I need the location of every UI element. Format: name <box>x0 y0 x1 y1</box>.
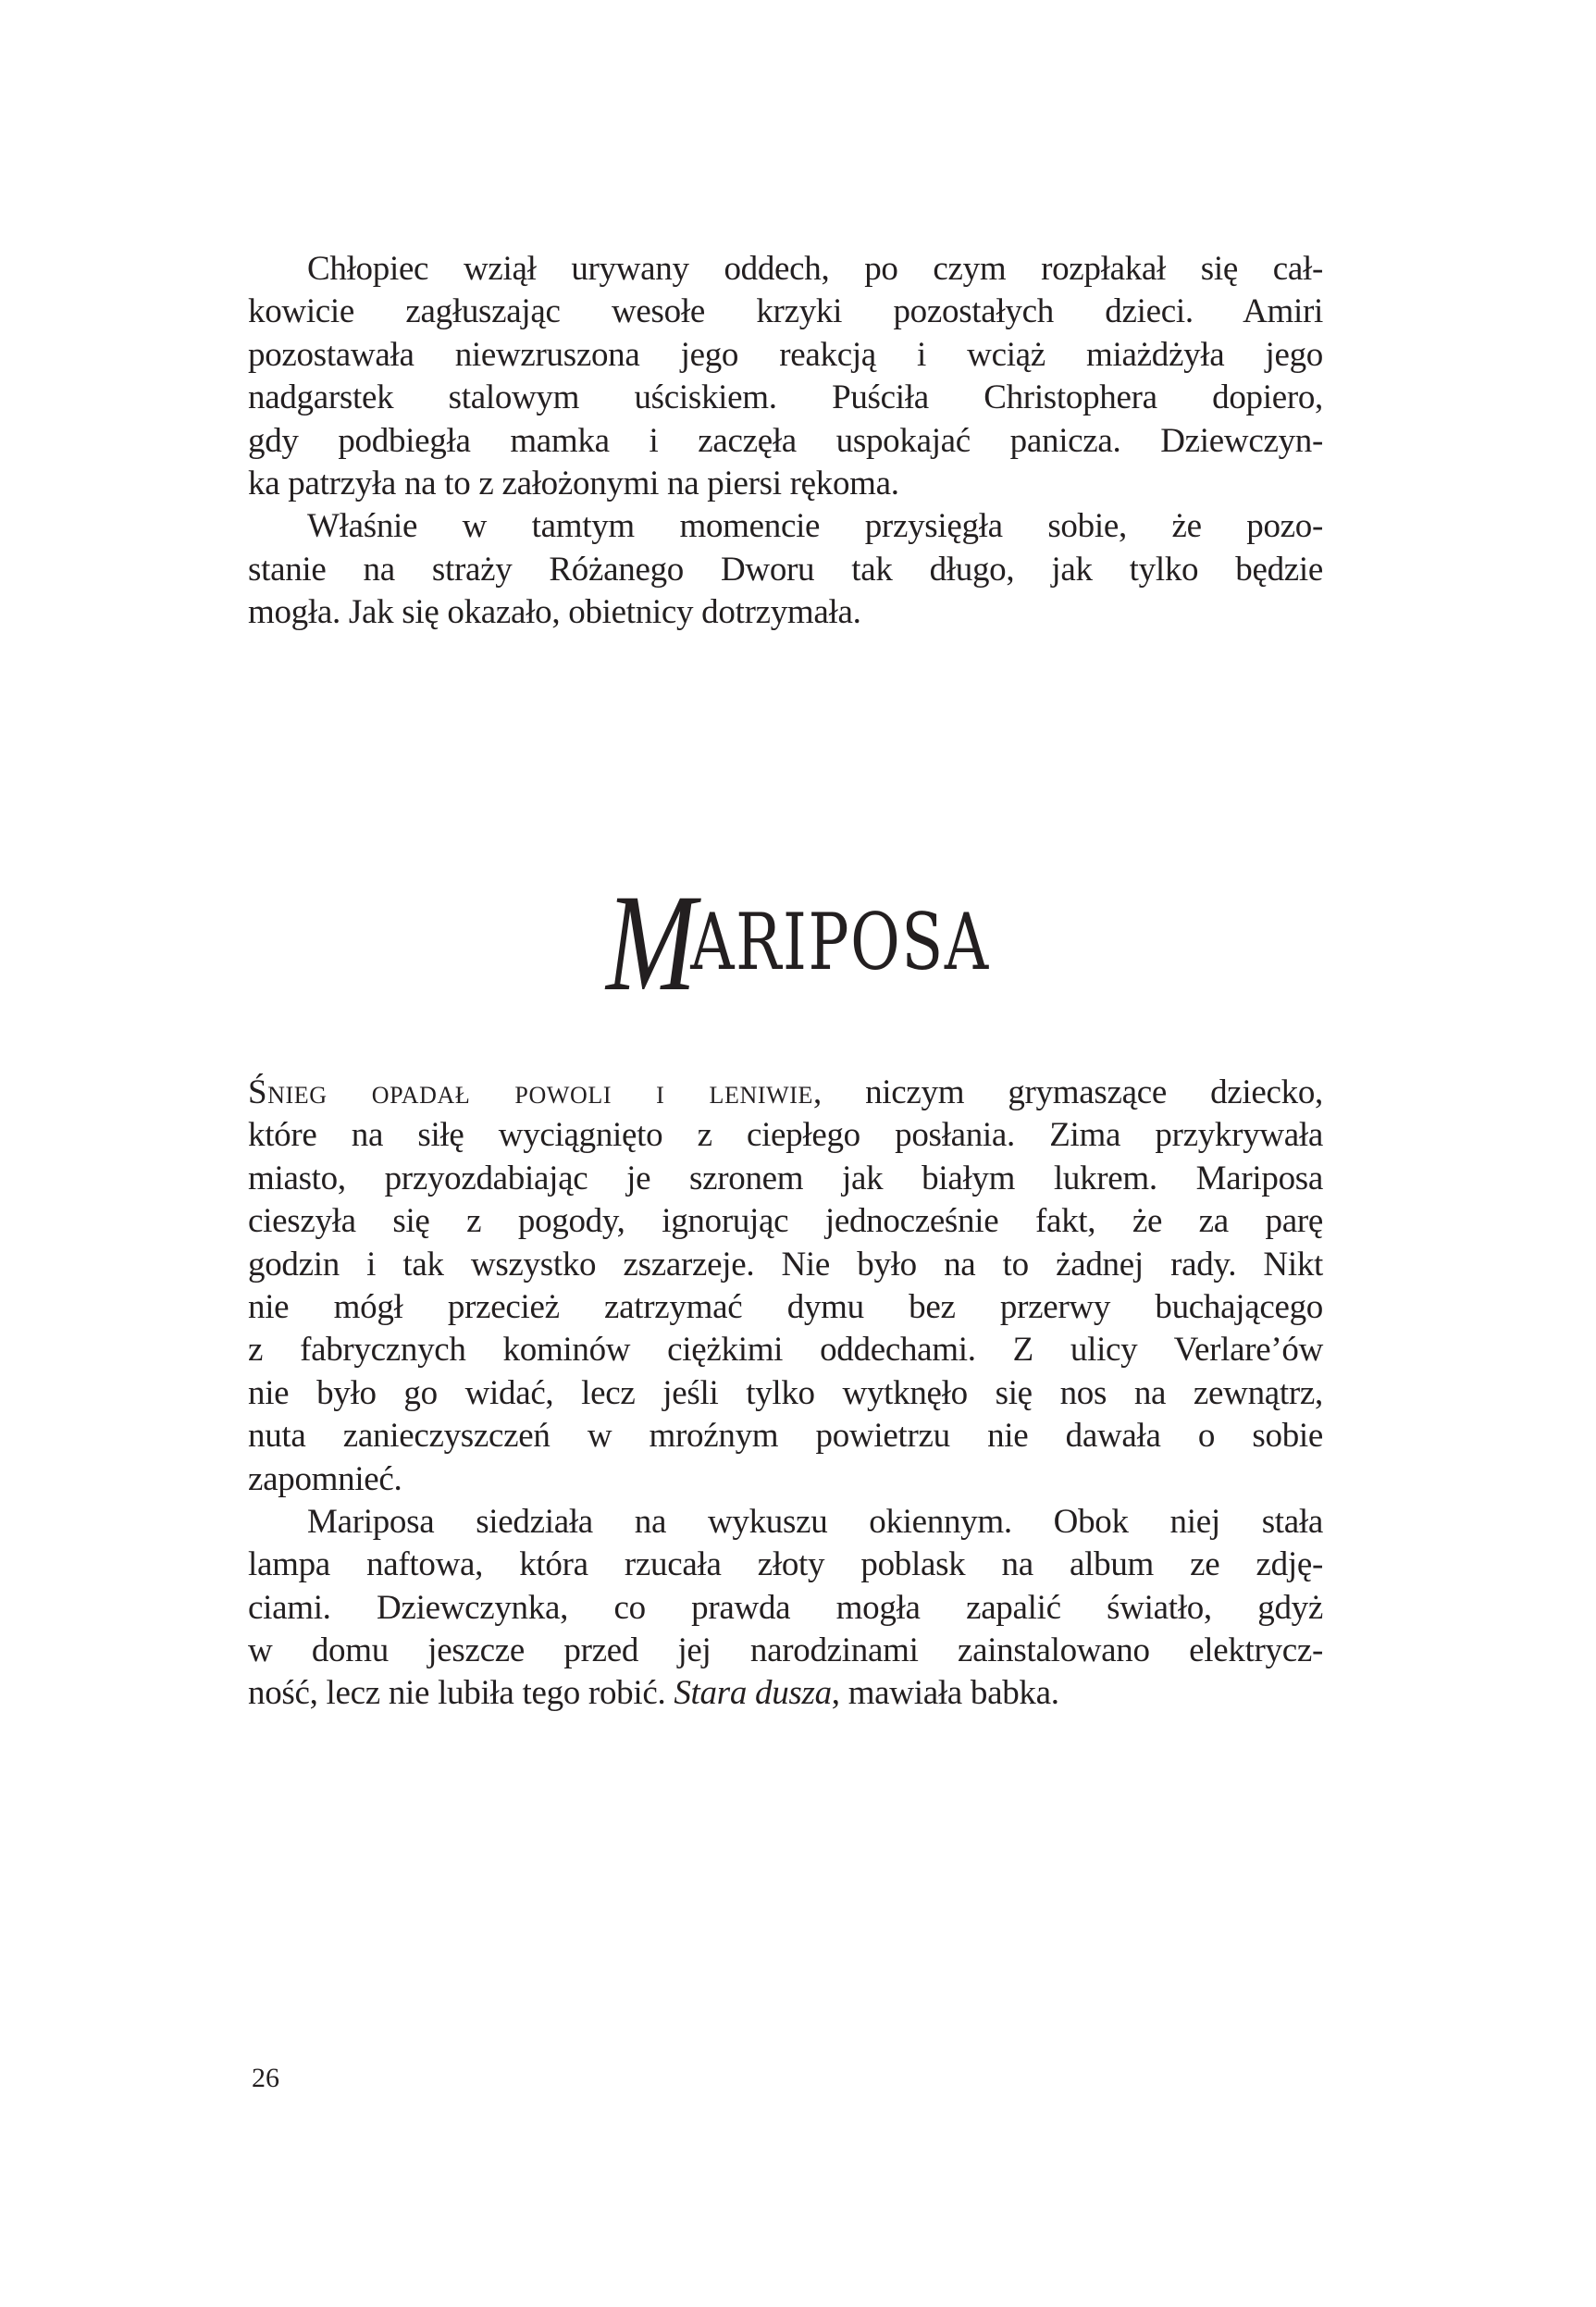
paragraph-line: stanie na straży Różanego Dworu tak długo, jak tylko będzie <box>248 550 1323 589</box>
final-line-start: ność, lecz nie lubiła tego robić. <box>248 1674 674 1713</box>
chapter-title <box>176 866 1421 1020</box>
paragraph-line: Mariposa siedziała na wykuszu okiennym. Obok niej stała <box>307 1502 1323 1541</box>
paragraph-line: pozostawała niewzruszona jego reakcją i wciąż miażdżyła jego <box>248 335 1323 374</box>
previous-section-text <box>248 248 1323 635</box>
paragraph-line: cieszyła się z pogody, ignorując jednocześnie fakt, że za parę <box>248 1202 1323 1241</box>
paragraph-line: które na siłę wyciągnięto z ciepłego posłania. Zima przykrywała <box>248 1116 1323 1155</box>
paragraph-line: godzin i tak wszystko zszarzeje. Nie było na to żadnej rady. Nikt <box>248 1245 1323 1284</box>
paragraph-line: mogła. Jak się okazało, obietnicy dotrzymała. <box>248 593 861 632</box>
paragraph-line: Właśnie w tamtym momencie przysięgła sobie, że pozo- <box>307 507 1323 546</box>
paragraph-line: ka patrzyła na to z założonymi na piersi rękoma. <box>248 464 899 502</box>
paragraph-line: miasto, przyozdabiając je szronem jak białym lukrem. Mariposa <box>248 1159 1323 1197</box>
opening-smallcaps: Śnieg opadał powoli i leniwie <box>248 1073 813 1111</box>
final-line-end: , mawiała babka. <box>831 1674 1059 1713</box>
paragraph-line: Chłopiec wziął urywany oddech, po czym rozpłakał się cał- <box>307 250 1323 288</box>
paragraph-line: kowicie zagłuszając wesołe krzyki pozostałych dzieci. Amiri <box>248 292 1323 331</box>
paragraph-line: z fabrycznych kominów ciężkimi oddechami. Z ulicy Verlare’ów <box>248 1331 1323 1370</box>
paragraph-line: w domu jeszcze przed jej narodzinami zainstalowano elektrycz- <box>248 1631 1323 1670</box>
paragraph-line: nie mógł przecież zatrzymać dymu bez przerwy buchającego <box>248 1287 1323 1326</box>
chapter-title-initial: M <box>606 866 691 1020</box>
page-number: 26 <box>252 2063 279 2093</box>
paragraph-line: nadgarstek stalowym uściskiem. Puściła Christophera dopiero, <box>248 378 1323 417</box>
chapter-text <box>248 1072 1323 1716</box>
italic-phrase: Stara dusza <box>674 1674 832 1713</box>
paragraph-line: gdy podbiegła mamka i zaczęła uspokajać panicza. Dziewczyn- <box>248 421 1323 460</box>
opening-rest: , niczym grymaszące dziecko, <box>812 1073 1323 1111</box>
opening-line <box>248 1072 1323 1114</box>
paragraph-line: nie było go widać, lecz jeśli tylko wytknęło się nos na zewnątrz, <box>248 1373 1323 1412</box>
paragraph-line: nuta zanieczyszczeń w mroźnym powietrzu nie dawała o sobie <box>248 1417 1323 1456</box>
paragraph-line: lampa naftowa, która rzucała złoty poblask na album ze zdję- <box>248 1545 1323 1584</box>
final-line <box>248 1672 1323 1715</box>
paragraph-line: zapomnieć. <box>248 1459 402 1498</box>
chapter-title-rest: ARIPOSA <box>690 897 990 987</box>
paragraph-line: ciami. Dziewczynka, co prawda mogła zapalić światło, gdyż <box>248 1588 1323 1627</box>
